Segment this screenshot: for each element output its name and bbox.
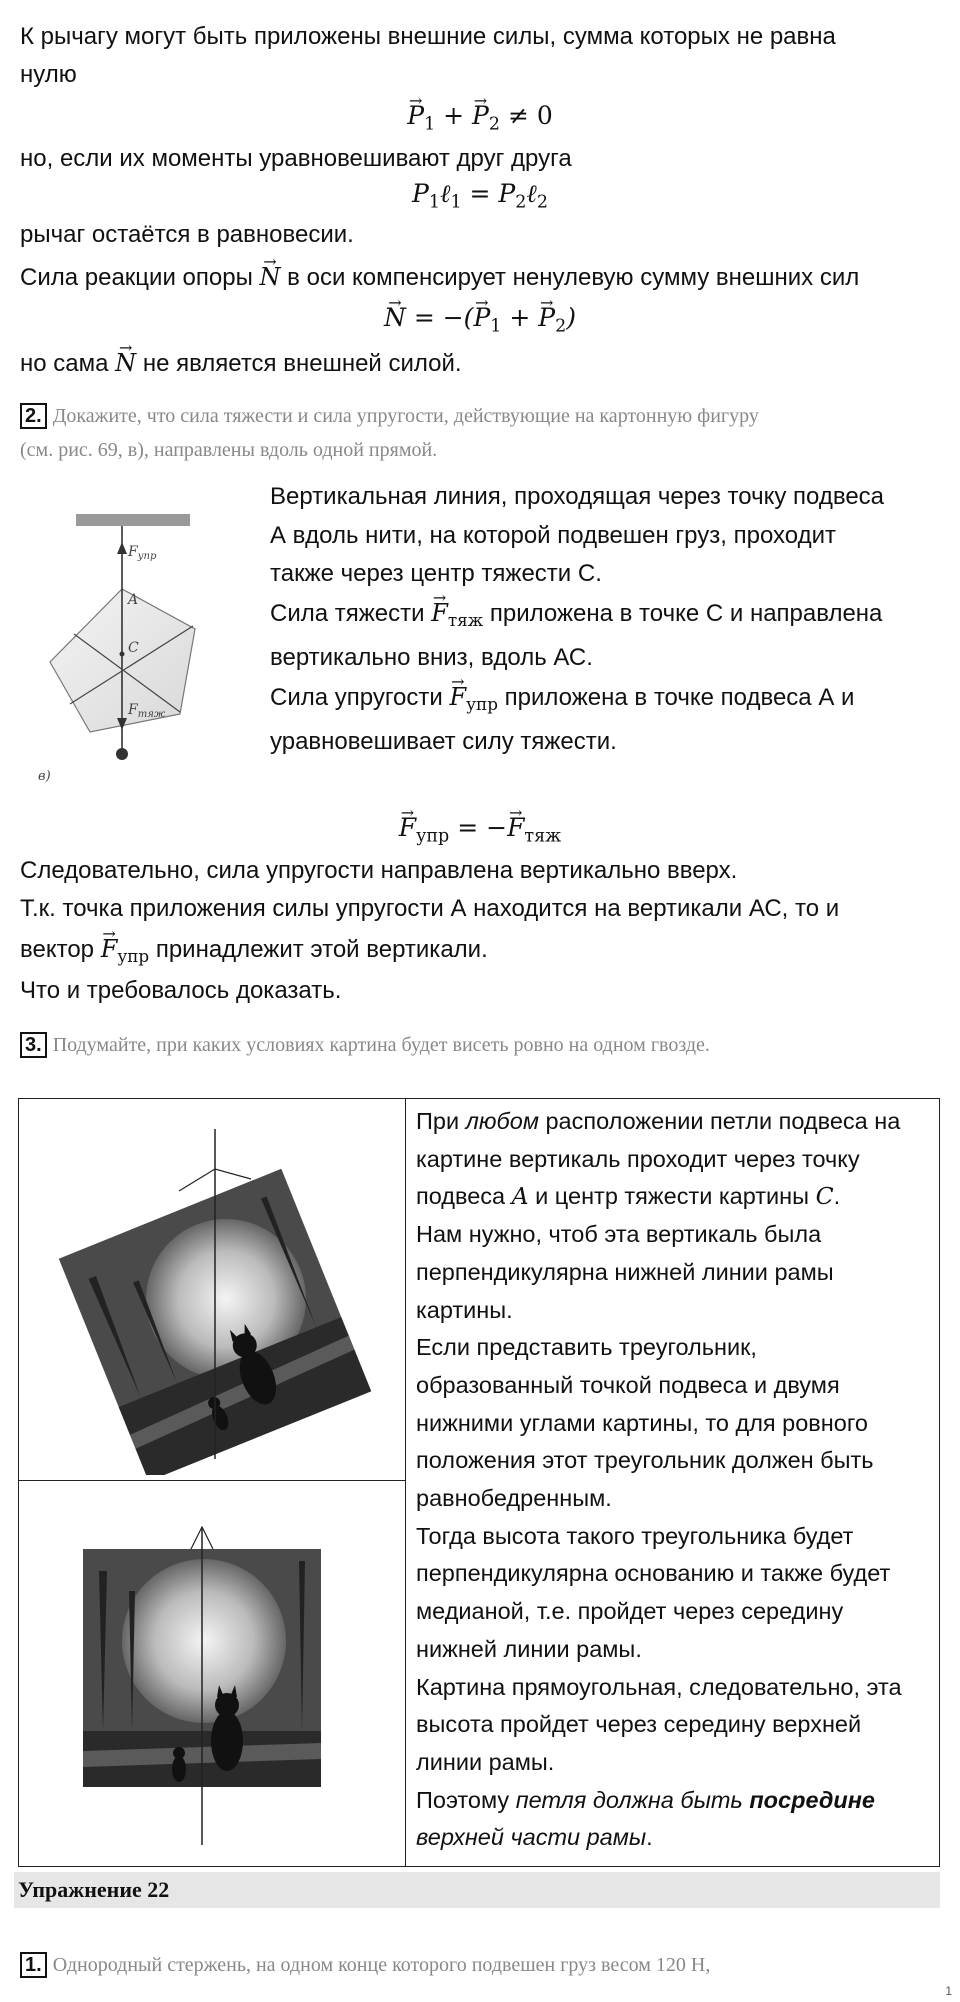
figure-explanation: Вертикальная линия, проходящая через точку подвеса А вдоль нити, на которой подвешен груз, проходит также через центр тяжести С. Сила тяжести → $F_{тяж}$ приложена в точке С и направлена вертикально вниз, вдоль АС. Сила упругости → $F_{упр}$ приложена в точке подвеса А и уравновешивает силу тяжести. xyxy=(270,478,884,762)
task-1: 1. Однородный стержень, на одном конце которого подвешен груз весом 120 Н, xyxy=(20,1948,710,1982)
cardboard-figure-diagram xyxy=(30,494,215,788)
text-line: Следовательно, сила упругости направлена вертикально вверх. xyxy=(20,857,738,884)
svg-text:Fупр: $F_{упр}$ xyxy=(128,544,157,562)
task-number: 2. xyxy=(20,403,47,429)
tilted-painting-illustration xyxy=(19,1099,405,1475)
svg-text:A: A xyxy=(128,592,139,608)
task-3: 3. Подумайте, при каких условиях картина будет висеть ровно на одном гвозде. xyxy=(20,1028,710,1062)
text-line: Сила реакции опоры → N в оси компенсирует ненулевую сумму внешних сил xyxy=(20,258,859,297)
text-line: вектор → $F_{упр}$ принадлежит этой вертикали. xyxy=(20,930,488,975)
straight-picture-cell xyxy=(19,1481,406,1867)
page-number: 1 xyxy=(945,1984,952,1998)
text-line: Т.к. точка приложения силы упругости А находится на вертикали АС, то и xyxy=(20,895,840,922)
tilted-picture-cell xyxy=(19,1099,406,1481)
task-number: 3. xyxy=(20,1032,47,1058)
svg-text:Fтяж: $F_{тяж}$ xyxy=(128,702,166,720)
svg-text:C: C xyxy=(128,640,139,656)
formula-forces: → $F_{упр}$ = −→ $F_{тяж}$ xyxy=(0,810,960,854)
task-2: 2. Докажите, что сила тяжести и сила упругости, действующие на картонную фигуру (см. рис. 69, в), направлены вдоль одной прямой. xyxy=(20,405,759,461)
ceiling-bar xyxy=(76,514,190,526)
text-line: нулю xyxy=(20,61,77,88)
formula-sum-not-zero: → $P_1$ + → $P_2 \ne 0$ xyxy=(0,98,960,142)
task-number: 1. xyxy=(20,1952,47,1978)
straight-painting-illustration xyxy=(19,1481,405,1861)
text-line: К рычагу могут быть приложены внешние силы, сумма которых не равна xyxy=(20,23,836,50)
svg-text:в): в) xyxy=(38,769,51,784)
weight-ball xyxy=(116,748,128,760)
solution-table xyxy=(18,1098,940,1867)
formula-reaction: → N = −(→ $P_1$ + → $P_2$) xyxy=(0,300,960,344)
formula-moments: $P_1\ell_1$ = $P_2\ell_2$ xyxy=(412,179,548,213)
text-line: Что и требовалось доказать. xyxy=(20,977,342,1004)
answer-text-cell: При любом расположении петли подвеса на картине вертикаль проходит через точку подвеса A и центр тяжести картины C. Нам нужно, чтоб эта вертикаль была перпендикулярна нижней линии рамы картины. Если представить треугольник, образованный точкой подвеса и двумя нижними углами картины, то для ровного положения этот треугольник должен быть равнобедренным. Тогда высота такого треугольника будет перпендикулярна основанию и также будет медианой, т.е. пройдет через середину нижней линии рамы. Картина прямоугольная, следовательно, эта высота пройдет через середину верхней линии рамы. Поэтому петля должна быть посредине верхней части рамы. xyxy=(406,1099,940,1867)
text-line: но сама → N не является внешней силой. xyxy=(20,344,462,383)
figure-cardboard xyxy=(30,494,215,788)
text-line: но, если их моменты уравновешивают друг друга xyxy=(20,145,572,172)
exercise-header: Упражнение 22 xyxy=(14,1872,940,1908)
text-line: рычаг остаётся в равновесии. xyxy=(20,221,354,248)
